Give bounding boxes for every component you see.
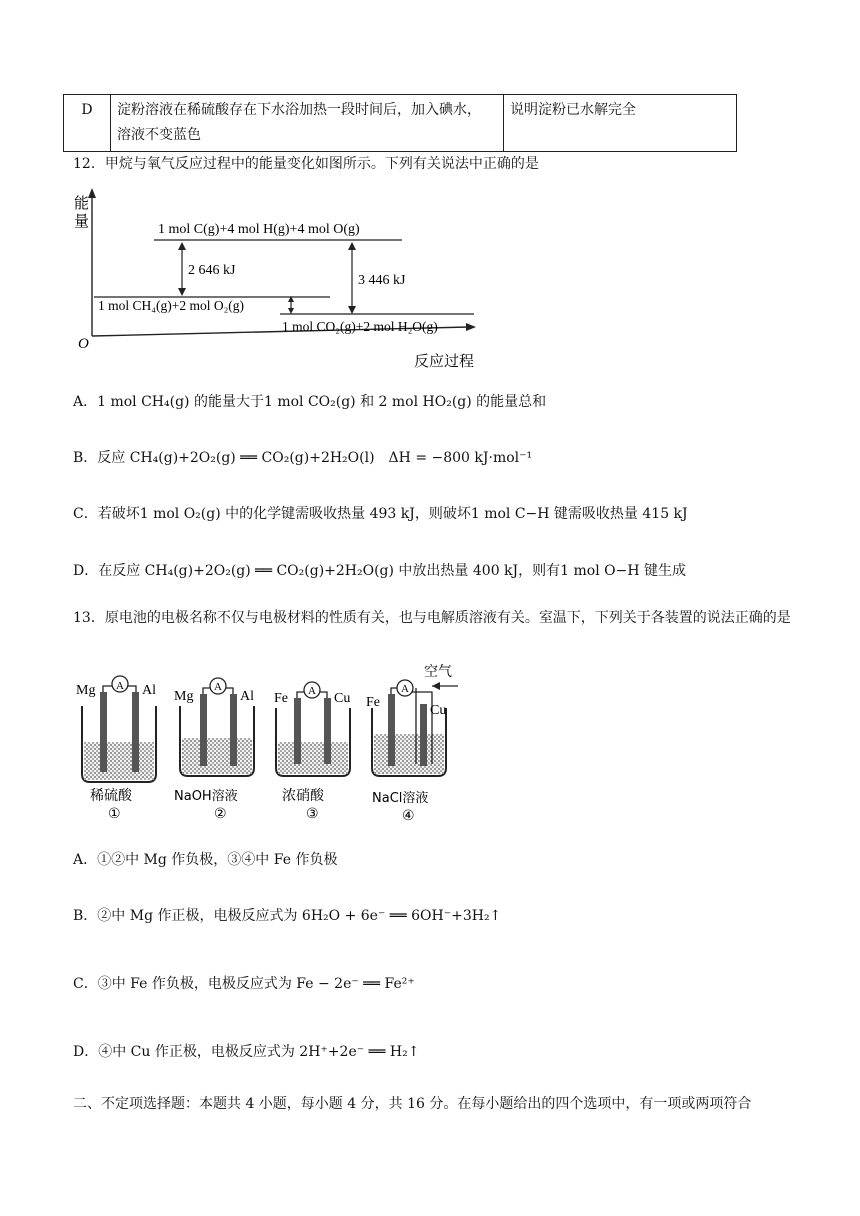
level-mid-label: 1 mol CH₄(g)+2 mol O₂(g): [98, 298, 245, 313]
y-axis-label-2: 量: [74, 212, 90, 230]
meter-label: A: [116, 680, 124, 692]
operation-line-1: 淀粉溶液在稀硫酸存在下水浴加热一段时间后，加入碘水，: [117, 102, 481, 118]
electrode-right: Al: [240, 689, 254, 704]
x-axis-label: 反应过程: [414, 352, 475, 370]
electrode-left: Fe: [274, 691, 288, 706]
option-letter: D: [64, 95, 111, 152]
conclusion-cell: 说明淀粉已水解完全: [504, 95, 737, 152]
meter-label: A: [214, 681, 222, 693]
electrode-right: Al: [142, 683, 156, 698]
cell-number: ②: [214, 806, 227, 822]
electrode-left: Mg: [76, 683, 96, 698]
q13-option-c: C．③中 Fe 作负极，电极反应式为 Fe − 2e⁻ ══ Fe²⁺: [73, 976, 415, 992]
meter-label: A: [308, 685, 316, 697]
q13-option-b: B．②中 Mg 作正极，电极反应式为 6H₂O + 6e⁻ ══ 6OH⁻+3H₂↑: [73, 908, 502, 924]
solution-label: NaCl溶液: [372, 791, 429, 806]
electrode-left: Fe: [366, 695, 380, 710]
q13-stem: 13．原电池的电极名称不仅与电极材料的性质有关，也与电解质溶液有关。室温下，下列关于各装置的说法正确的是: [73, 610, 791, 626]
table-row: [64, 95, 737, 152]
electrode-right: Cu: [430, 703, 447, 718]
cell-number: ①: [108, 806, 121, 822]
solution-label: NaOH溶液: [174, 789, 238, 804]
cell-3: [274, 682, 350, 822]
solution-label: 稀硫酸: [90, 788, 132, 804]
solution-label: 浓硝酸: [282, 788, 324, 804]
electrode-left: Mg: [174, 689, 194, 704]
section-2-heading: 二、不定项选择题：本题共 4 小题，每小题 4 分，共 16 分。在每小题给出的四个选项中，有一项或两项符合: [73, 1096, 752, 1112]
meter-label: A: [401, 683, 409, 695]
q13-option-d: D．④中 Cu 作正极，电极反应式为 2H⁺+2e⁻ ══ H₂↑: [73, 1044, 420, 1060]
energy-diagram: [64, 186, 504, 376]
cell-1: [76, 676, 156, 822]
cell-number: ③: [306, 806, 319, 822]
origin-label: O: [78, 336, 89, 352]
q12-stem: 12．甲烷与氧气反应过程中的能量变化如图所示。下列有关说法中正确的是: [73, 156, 539, 172]
q12-option-d: D．在反应 CH₄(g)+2O₂(g) ══ CO₂(g)+2H₂O(g) 中放出热量 400 kJ，则有1 mol O−H 键生成: [73, 563, 686, 579]
cell-2: [174, 678, 254, 822]
q12-option-b: B．反应 CH₄(g)+2O₂(g) ══ CO₂(g)+2H₂O(l) ΔH = −800 kJ·mol⁻¹: [73, 450, 533, 466]
y-axis-label-1: 能: [74, 194, 90, 212]
options-table: [63, 94, 737, 152]
cells-diagram: [70, 664, 490, 824]
cell-4: [366, 664, 458, 824]
level-bottom-label: 1 mol CO₂(g)+2 mol H₂O(g): [282, 319, 438, 334]
electrode-right: Cu: [334, 691, 351, 706]
operation-line-2: 溶液不变蓝色: [117, 127, 201, 143]
arrow-left-label: 2 646 kJ: [188, 263, 236, 278]
operation-cell: [111, 95, 504, 152]
cell-number: ④: [402, 808, 415, 824]
gas-label: 空气: [424, 664, 452, 680]
arrow-right-label: 3 446 kJ: [358, 273, 406, 288]
level-top-label: 1 mol C(g)+4 mol H(g)+4 mol O(g): [158, 222, 360, 237]
q13-option-a: A．①②中 Mg 作负极，③④中 Fe 作负极: [73, 852, 338, 868]
q12-option-a: A．1 mol CH₄(g) 的能量大于1 mol CO₂(g) 和 2 mol HO₂(g) 的能量总和: [73, 394, 547, 410]
q12-option-c: C．若破坏1 mol O₂(g) 中的化学键需吸收热量 493 kJ，则破坏1 mol C−H 键需吸收热量 415 kJ: [73, 506, 688, 522]
